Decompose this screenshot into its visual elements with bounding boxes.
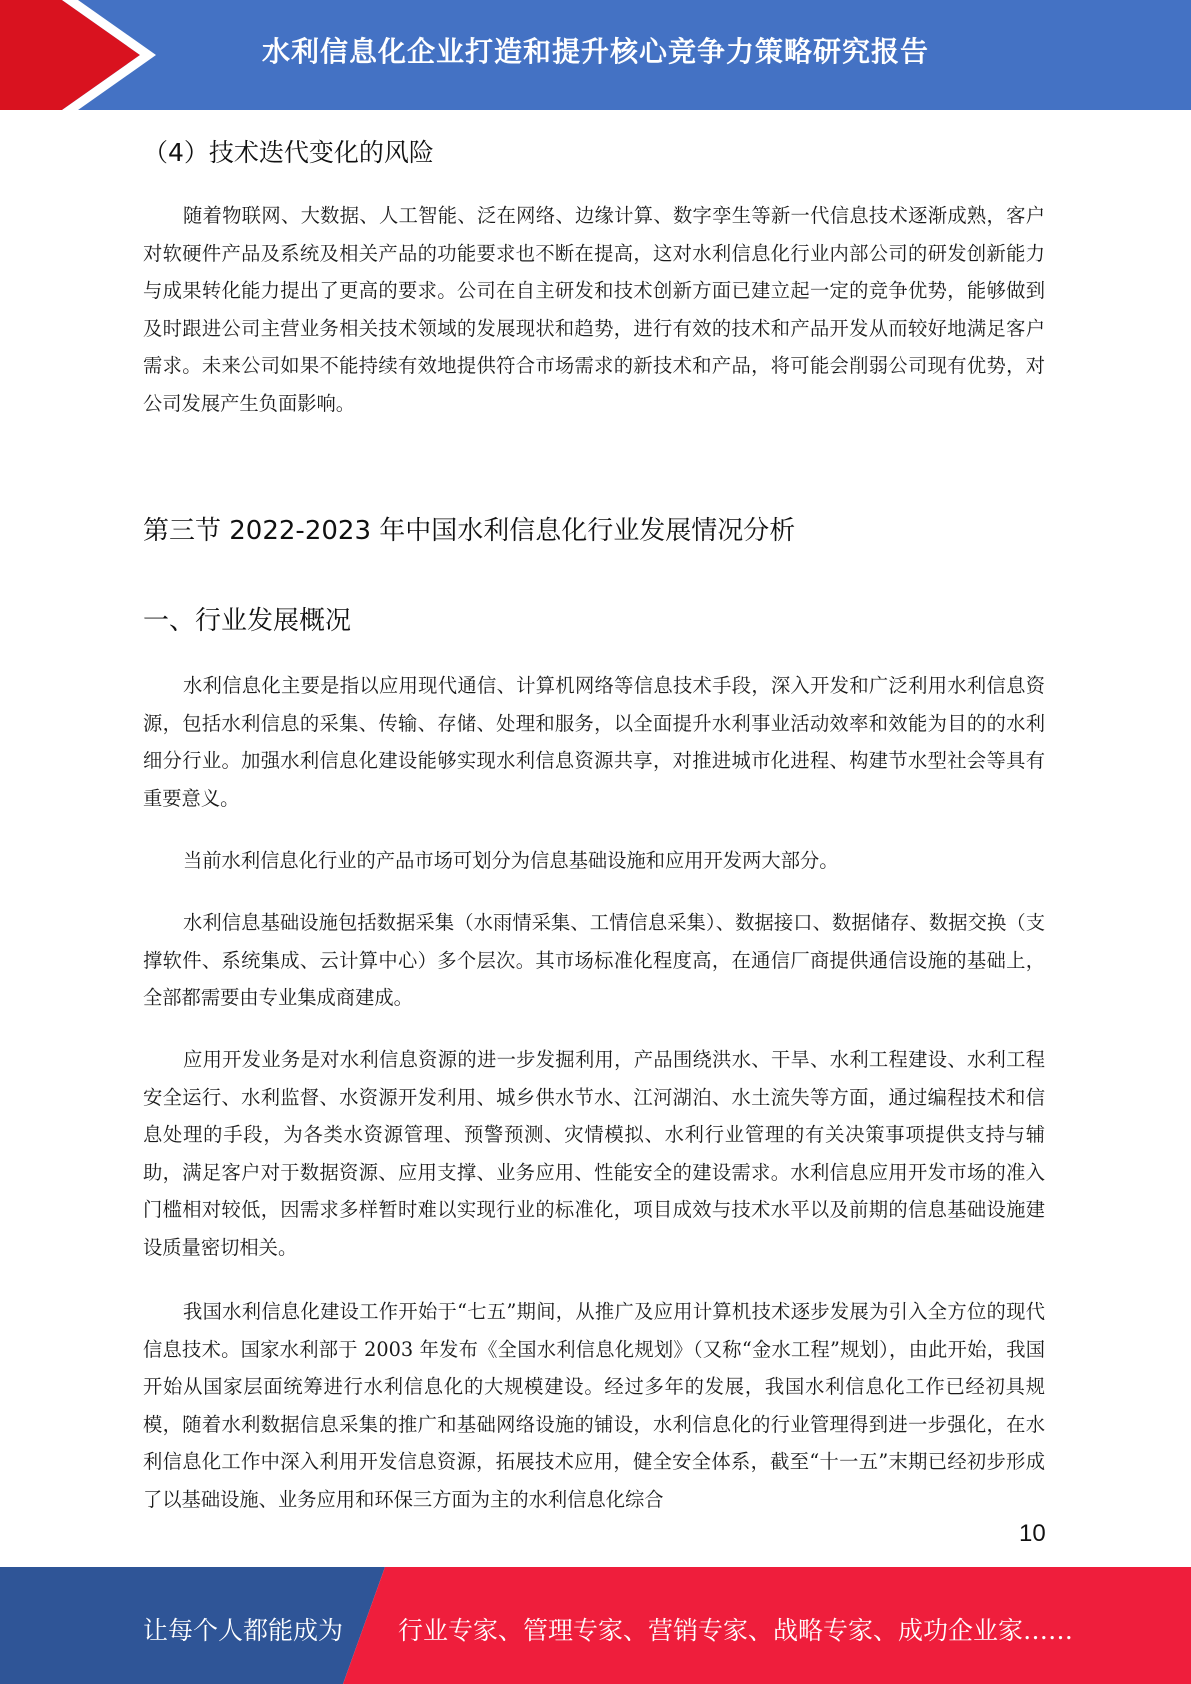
footer-slogan-left: 让每个人都能成为 — [143, 1616, 344, 1645]
paragraph: 我国水利信息化建设工作开始于“七五”期间，从推广及应用计算机技术逐步发展为引入全方位的现代信息技术。国家水利部于 2003 年发布《全国水利信息化规划》（又称“金水工程”规划），由此开始，我国开始从国家层面统筹进行水利信息化的大规模建设。经过多年的发展，我国水利信息化工作已经初具规模，随着水利数据信息采集的推广和基础网络设施的铺设，水利信息化的行业管理得到进一步强化，在水利信息化工作中深入利用开发信息资源，拓展技术应用，健全安全体系，截至“十一五”末期已经初步形成了以基础设施、业务应用和环保三方面为主的水利信息化综合 — [143, 1300, 1045, 1511]
section-title: 第三节 2022-2023 年中国水利信息化行业发展情况分析 — [143, 516, 796, 546]
page-number: 10 — [1019, 1520, 1046, 1547]
risk-paragraph: 随着物联网、大数据、人工智能、泛在网络、边缘计算、数字孪生等新一代信息技术逐渐成熟，客户对软硬件产品及系统及相关产品的功能要求也不断在提高，这对水利信息化行业内部公司的研发创新能力与成果转化能力提出了更高的要求。公司在自主研发和技术创新方面已建立起一定的竞争优势，能够做到及时跟进公司主营业务相关技术领域的发展现状和趋势，进行有效的技术和产品开发从而较好地满足客户需求。未来公司如果不能持续有效地提供符合市场需求的新技术和产品，将可能会削弱公司现有优势，对公司发展产生负面影响。 — [143, 204, 1045, 415]
overview-heading: 一、行业发展概况 — [143, 606, 352, 636]
footer-slogan-right: 行业专家、管理专家、营销专家、战略专家、成功企业家…… — [398, 1616, 1074, 1645]
page-header — [0, 0, 1191, 110]
paragraph: 水利信息化主要是指以应用现代通信、计算机网络等信息技术手段，深入开发和广泛利用水利信息资源，包括水利信息的采集、传输、存储、处理和服务，以全面提升水利事业活动效率和效能为目的的水利细分行业。加强水利信息化建设能够实现水利信息资源共享，对推进城市化进程、构建节水型社会等具有重要意义。 — [143, 674, 1045, 810]
paragraph: 当前水利信息化行业的产品市场可划分为信息基础设施和应用开发两大部分。 — [183, 849, 839, 872]
risk-heading: （4）技术迭代变化的风险 — [143, 138, 434, 167]
paragraph: 应用开发业务是对水利信息资源的进一步发掘利用，产品围绕洪水、干旱、水利工程建设、水利工程安全运行、水利监督、水资源开发利用、城乡供水节水、江河湖泊、水土流失等方面，通过编程技术和信息处理的手段，为各类水资源管理、预警预测、灾情模拟、水利行业管理的有关决策事项提供支持与辅助，满足客户对于数据资源、应用支撑、业务应用、性能安全的建设需求。水利信息应用开发市场的准入门槛相对较低，因需求多样暂时难以实现行业的标准化，项目成效与技术水平以及前期的信息基础设施建设质量密切相关。 — [143, 1048, 1045, 1259]
report-title: 水利信息化企业打造和提升核心竞争力策略研究报告 — [262, 35, 930, 68]
paragraph: 水利信息基础设施包括数据采集（水雨情采集、工情信息采集）、数据接口、数据储存、数据交换（支撑软件、系统集成、云计算中心）多个层次。其市场标准化程度高，在通信厂商提供通信设施的基础上，全部都需要由专业集成商建成。 — [143, 911, 1045, 1009]
